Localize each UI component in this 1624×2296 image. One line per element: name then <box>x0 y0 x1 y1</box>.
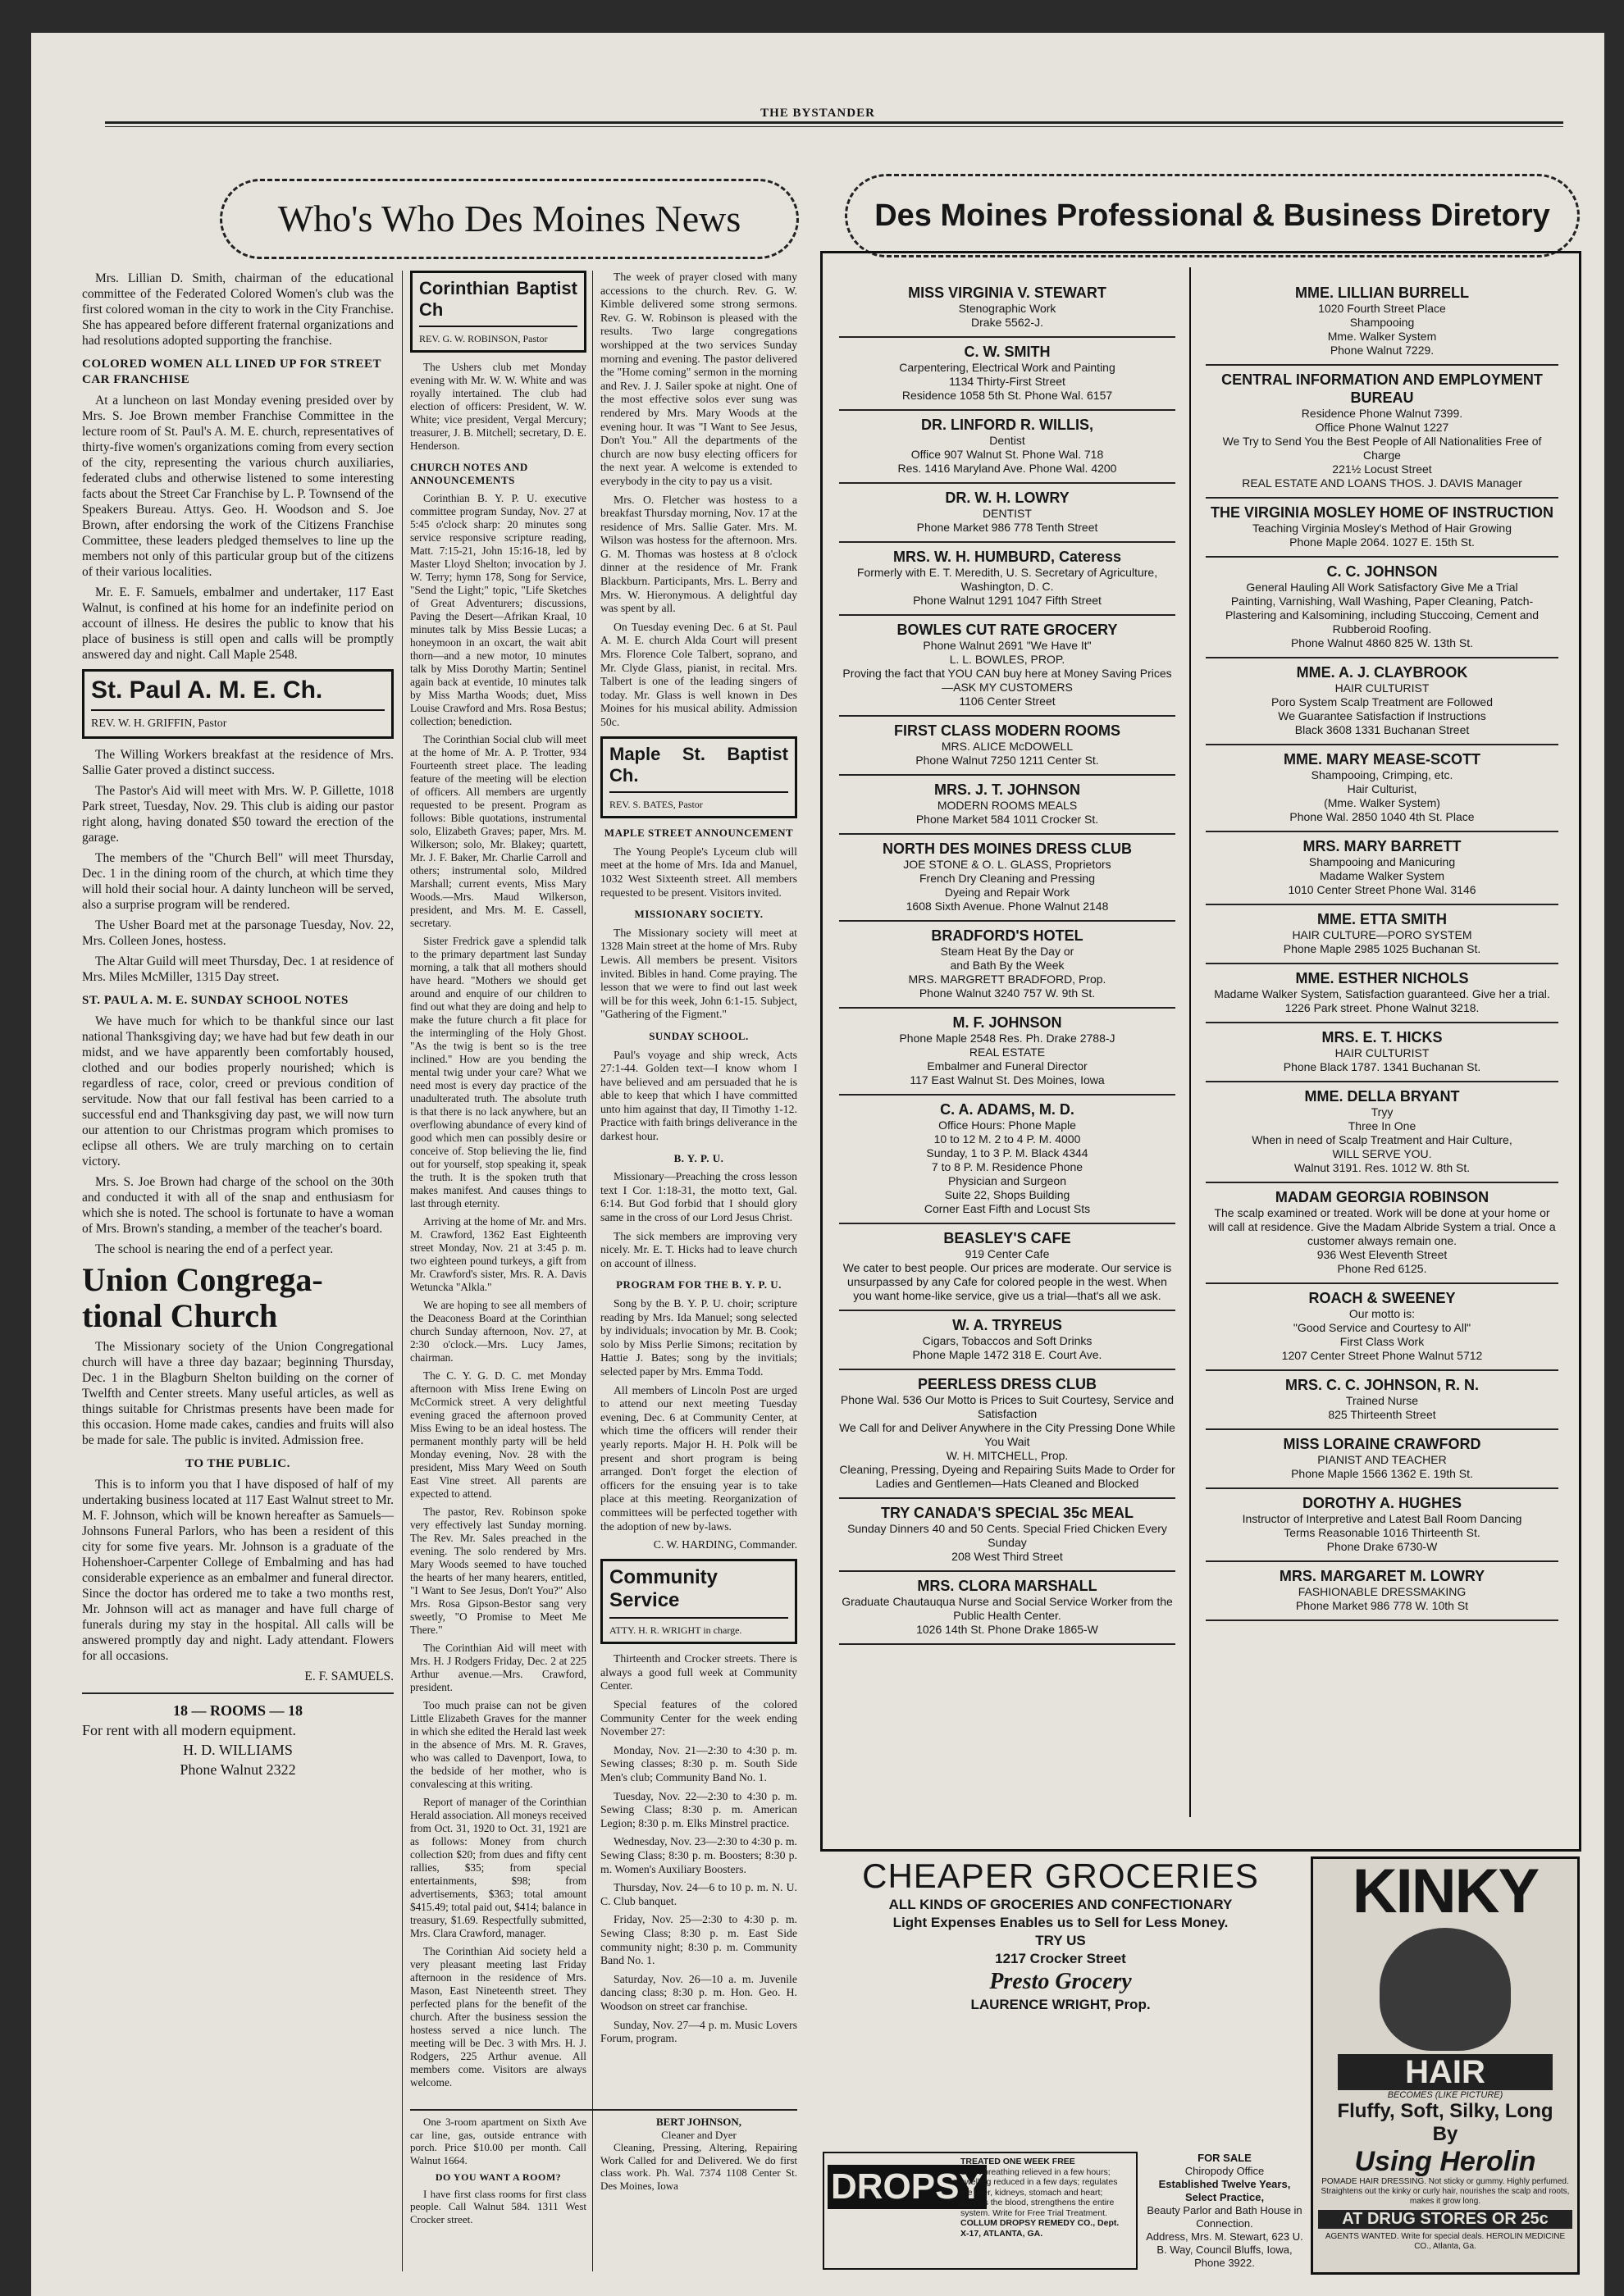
ad-subtitle: Cleaner and Dyer <box>661 2128 737 2141</box>
business-detail: "Good Service and Courtesy to All" <box>1293 1321 1471 1334</box>
business-name: PEERLESS DRESS CLUB <box>917 1376 1097 1392</box>
for-sale-ad <box>1143 2152 1307 2270</box>
business-detail: Phone Wal. 2850 1040 4th St. Place <box>1289 810 1475 823</box>
business-name: MRS. W. H. HUMBURD, Cateress <box>892 549 1122 565</box>
business-detail: 221½ Locust Street <box>1332 462 1432 476</box>
business-detail: HAIR CULTURIST <box>1334 1046 1430 1059</box>
business-detail: Phone Wal. 536 Our Motto is Prices to Suit Courtesy, Service and Satisfaction <box>840 1393 1175 1420</box>
rooms-ad <box>82 1692 394 1779</box>
ad-text-block <box>960 2157 1129 2239</box>
business-detail: Office Phone Walnut 1227 <box>1315 421 1449 434</box>
business-detail: Phone Drake 6730-W <box>1326 1540 1438 1553</box>
business-name: DOROTHY A. HUGHES <box>1302 1495 1462 1511</box>
apartment-ad <box>410 2116 586 2230</box>
pastor-line: REV. G. W. ROBINSON, Pastor <box>419 333 548 344</box>
ad-hair-label: HAIR <box>1338 2054 1553 2090</box>
business-name: MRS. MARGARET M. LOWRY <box>1279 1568 1485 1584</box>
paragraph: The Missionary society will meet at 1328 Main street at the home of Mrs. Ruby Lewis. All members be present. Visitors invited. Bibles in hand. Come praying. The lesson that we were to find out last week will be for this week, John 6:1-15. Subject, "Gathering of the Figment." <box>600 926 797 1021</box>
directory-right-column <box>1206 279 1558 1621</box>
directory-entry <box>839 279 1175 338</box>
business-detail: Phone Maple 2064. 1027 E. 15th St. <box>1289 535 1475 549</box>
headline: COLORED WOMEN ALL LINED UP FOR STREET CAR FRANCHISE <box>82 358 381 386</box>
directory-entry <box>1206 964 1558 1023</box>
business-detail: Corner East Fifth and Locust Sts <box>924 1202 1091 1215</box>
business-detail: JOE STONE & O. L. GLASS, Proprietors <box>903 858 1111 871</box>
church-title: Corinthian Baptist Ch <box>419 278 577 327</box>
headline: B. Y. P. U. <box>673 1151 724 1164</box>
business-name: W. A. TRYREUS <box>952 1317 1062 1333</box>
business-detail: Sunday, 1 to 3 P. M. Black 4344 <box>926 1146 1088 1159</box>
paragraph: The pastor, Rev. Robinson spoke very effectively last Sunday morning. The Rev. Mr. Sales preached in the evening. The solo rendered by Mrs. Mary Woods seemed to have touched the hearts of her many hearers, entitled, "I Want to See Jesus, Don't You?" Also Mrs. Rosa Gipson-Bestor sang very sweetly, "O Promise to Meet Me There." <box>410 1506 586 1636</box>
business-detail: REAL ESTATE AND LOANS THOS. J. DAVIS Manager <box>1242 476 1522 490</box>
directory-entry <box>839 411 1175 484</box>
business-detail: Formerly with E. T. Meredith, U. S. Secretary of Agriculture, Washington, D. C. <box>856 566 1158 593</box>
business-detail: 825 Thirteenth Street <box>1328 1408 1436 1421</box>
directory-entry <box>1206 1371 1558 1430</box>
business-name: C. C. JOHNSON <box>1326 563 1438 580</box>
ad-line: By <box>1432 2123 1458 2145</box>
business-detail: 1020 Fourth Street Place <box>1318 302 1446 315</box>
ad-title: 18 — ROOMS — 18 <box>172 1702 303 1719</box>
paragraph: The Altar Guild will meet Thursday, Dec. 1 at residence of Mrs. Miles McMiller, 1315 Day street. <box>82 954 394 984</box>
business-detail: Teaching Virginia Mosley's Method of Hair Growing <box>1252 522 1512 535</box>
business-detail: 1134 Thirty-First Street <box>949 375 1065 388</box>
directory-entry <box>839 1311 1175 1370</box>
ad-title: DROPSY <box>828 2165 987 2209</box>
business-detail: French Dry Cleaning and Pressing <box>919 872 1095 885</box>
business-detail: MODERN ROOMS MEALS <box>937 799 1078 812</box>
directory-entry <box>839 1499 1175 1572</box>
paragraph: Missionary—Preaching the cross lesson text I Cor. 1:18-31, the motto text, Gal. 6:14. But God forbid that I should glory same in the cross of our Lord Jesus Christ. <box>600 1170 797 1224</box>
business-name: MME. A. J. CLAYBROOK <box>1296 664 1468 681</box>
paragraph: Corinthian B. Y. P. U. executive committee program Sunday, Nov. 27 at 5:45 o'clock sharp: 20 minutes song service responsive scripture reading, Matt. 7:15-21, John 15:16-18, led by Master Lloyd Shelton; invocation by J. W. Terry; hymn 178, Song for Service, "Send the Light;" topic, "Life Sketches of Great Adventurers; discussions, Paving the Desert—Afrikan Kraal, 10 minutes talk by Miss Bessie Lucas; a honeymoon in an oxcart, the wait abit thorn—and a new motor, 10 minutes talk by Miss Dorothy Martin; Sentinel again back at eventide, 10 minutes talk by Miss Martha Woods; duet, Miss Louise Crawford and Mrs. Rosa Bestus; collection; benediction. <box>410 492 586 727</box>
business-detail: Drake 5562-J. <box>971 316 1043 329</box>
cheaper-groceries-ad <box>823 1856 1298 2014</box>
ad-line: Select Practice, <box>1184 2191 1265 2203</box>
paragraph: The Corinthian Aid society held a very pleasant meeting last Friday afternoon in the residence of Mrs. Mason, East Nineteenth street. They perfected plans for the benefit of the church. After the business session the hostess served a nice lunch. The meeting will be Dec. 3 with Mrs. H. J. Rodgers, 225 Arthur avenue. All members come. Visitors are always welcome. <box>410 1945 586 2089</box>
business-name: C. W. SMITH <box>964 344 1051 360</box>
business-detail: Phone Maple 1566 1362 E. 19th St. <box>1291 1467 1473 1480</box>
news-banner: Who's Who Des Moines News <box>220 179 799 259</box>
business-detail: Painting, Varnishing, Wall Washing, Paper Cleaning, Patch-Plastering and Kalsomining, including Stuccoing, Cement and Rubberoid Roofing. <box>1225 594 1540 636</box>
paragraph: Song by the B. Y. P. U. choir; scripture reading by Mrs. Ida Manuel; song selected by individuals; invocation by Mr. B. Cook; solo by Miss Perlie Simons; recitation by Hattie J. Bates; song by the invitials; selected paper by Mrs. Emma Todd. <box>600 1297 797 1378</box>
business-detail: Shampooing <box>1349 316 1415 329</box>
business-detail: We Try to Send You the Best People of All Nationalities Free of Charge <box>1222 435 1542 462</box>
business-name: MME. MARY MEASE-SCOTT <box>1283 751 1480 768</box>
business-detail: Shampooing and Manicuring <box>1308 855 1456 868</box>
ad-line: Address, Mrs. M. Stewart, 623 U. B. Way, Council Bluffs, Iowa, Phone 3922. <box>1146 2230 1303 2269</box>
business-detail: We Call for and Deliver Anywhere in the City Pressing Done While You Wait <box>839 1421 1175 1448</box>
section-title: Community Service <box>609 1566 788 1619</box>
business-detail: Embalmer and Funeral Director <box>927 1059 1088 1073</box>
directory-entry <box>839 338 1175 411</box>
business-name: DR. W. H. LOWRY <box>945 490 1070 506</box>
business-detail: General Hauling All Work Satisfactory Give Me a Trial <box>1246 581 1518 594</box>
business-detail: Trained Nurse <box>1345 1394 1419 1407</box>
business-detail: Cleaning, Pressing, Dyeing and Repairing Suits Made to Order for Ladies and Gentlemen—Hats Cleaned and Blocked <box>839 1463 1175 1490</box>
business-detail: 1026 14th St. Phone Drake 1865-W <box>916 1623 1098 1636</box>
paragraph: Paul's voyage and ship wreck, Acts 27:1-44. Golden text—I know whom I have believed and am persuaded that he is able to keep that which I have committed unto him against that day, II Timothy 1-12. Practice with faith brings deliverance in the darkest hour. <box>600 1048 797 1143</box>
ad-line: Fluffy, Soft, Silky, Long <box>1337 2100 1553 2122</box>
business-detail: Poro System Scalp Treatment are Followed <box>1270 695 1493 708</box>
business-detail: Our motto is: <box>1348 1307 1416 1320</box>
business-detail: Phone Market 986 778 Tenth Street <box>916 521 1098 534</box>
directory-entry <box>839 1096 1175 1224</box>
business-name: DR. LINFORD R. WILLIS, <box>921 417 1093 433</box>
paragraph: Too much praise can not be given Little Elizabeth Graves for the manner in which she edited the Herald last week in the absence of Mrs. M. R. Graves, who was called to Davenport, Iowa, to the bedside of her mother, who is convalescing at this writing. <box>410 1699 586 1790</box>
paragraph: At a luncheon on last Monday evening presided over by Mrs. S. Joe Brown member Franchise Committee in the lecture room of St. Paul's A. M. E. church, representatives of thirty-five women's organizations coming from every section of the city, representing the various church auxiliaries, federated clubs and otherwise listened to some interesting facts about the Street Car Franchise by L. P. Townsend of the Speakers Bureau. Attys. Geo. H. Woodson and S. Joe Brown, after endorsing the work of the Citizens Franchise Committee, these leaders pledged themselves to line up the members not only of this particular group but of the citizens of their various localities. <box>82 394 394 579</box>
paragraph: The Corinthian Aid will meet with Mrs. H. J Rodgers Friday, Dec. 2 at 225 Arthur avenue.—Mrs. Crawford, president. <box>410 1642 586 1693</box>
business-name: M. F. JOHNSON <box>952 1014 1062 1031</box>
business-detail: Res. 1416 Maryland Ave. Phone Wal. 4200 <box>897 462 1117 475</box>
business-name: MME. ETTA SMITH <box>1317 911 1447 927</box>
ad-line: Short breathing relieved in a few hours; swelling reduced in a few days; regulates the liver, kidneys, stomach and heart; purifies the blood, strengthens the entire system. Write for Free Trial Treatment. <box>960 2166 1118 2218</box>
directory-entry <box>839 484 1175 543</box>
ad-title: BERT JOHNSON, <box>655 2116 742 2128</box>
business-detail: Phone Walnut 7229. <box>1330 344 1435 357</box>
business-detail: Residence 1058 5th St. Phone Wal. 6157 <box>901 389 1113 402</box>
business-name: THE VIRGINIA MOSLEY HOME OF INSTRUCTION <box>1210 504 1554 521</box>
paragraph: The Ushers club met Monday evening with Mr. W. W. White and was royally intertained. The club had election of officers: President, W. W. White; vice president, Vergal Mercury; treasurer, J. B. Mitchell; secretary, D. E. Henderson. <box>410 361 586 452</box>
business-detail: HAIR CULTURE—PORO SYSTEM <box>1292 928 1472 941</box>
headline: ST. PAUL A. M. E. SUNDAY SCHOOL NOTES <box>82 994 349 1007</box>
paragraph: The Corinthian Social club will meet at the home of Mr. A. P. Trotter, 934 Fourteenth street place. The leading feature of the meeting will be election of officers. All members are urgently requested to be present. Program as follows: Bible quotations, instrumental solo, Elizabeth Graves; paper, Mrs. M. Wilkerson; solo, Mr. Blakey; quartett, Mr. J. F. Baker, Mr. Charlie Carroll and others; instrumental solo, Mildred Marshall; current events, Miss Mary Woods.—Mrs. Maud Wilkerson, president, and Mrs. M. E. Cassell, secretary. <box>410 733 586 929</box>
business-detail: Phone Walnut 7250 1211 Center St. <box>915 754 1099 767</box>
business-detail: 919 Center Cafe <box>965 1247 1050 1260</box>
directory-entry <box>1206 366 1558 499</box>
ad-price: AT DRUG STORES OR 25c <box>1318 2210 1572 2229</box>
business-detail: 208 West Third Street <box>951 1550 1063 1563</box>
ad-rule <box>410 2109 797 2111</box>
business-name: MRS. C. C. JOHNSON, R. N. <box>1284 1377 1480 1393</box>
business-detail: Terms Reasonable 1016 Thirteenth St. <box>1284 1526 1480 1539</box>
paragraph: Mrs. Lillian D. Smith, chairman of the educational committee of the Federated Colored Women's club was the first colored woman in the city to work in the City Franchise. She has appeared before different fraternal organizations and had resolutions adopted supporting the franchise. <box>82 271 394 348</box>
business-detail: Madame Walker System <box>1320 869 1444 882</box>
ad-small-text: AGENTS WANTED. Write for special deals. HEROLIN MEDICINE CO., Atlanta, Ga. <box>1325 2232 1566 2251</box>
business-detail: Steam Heat By the Day or <box>940 945 1074 958</box>
business-detail: We Guarantee Satisfaction if Instructions <box>1278 709 1486 722</box>
business-detail: Phone Red 6125. <box>1337 1262 1427 1275</box>
paragraph: Report of manager of the Corinthian Herald association. All moneys received from Oct. 31, 1920 to Oct. 31, 1921 are as follows: Money from church collection $20; from dues and fifty cent rallies, $35; from special entertainments, $98; from advertisements, $363; total amount $415.49; total paid out, $414; balance in treasury, $1.69. Respectfully submitted, Mrs. Clara Crawford, manager. <box>410 1796 586 1939</box>
business-detail: When in need of Scalp Treatment and Hair Culture, <box>1252 1133 1512 1146</box>
business-detail: Physician and Surgeon <box>948 1174 1066 1187</box>
church-title: St. Paul A. M. E. Ch. <box>91 676 385 711</box>
directory-entry <box>1206 905 1558 964</box>
business-detail: Black 3608 1331 Buchanan Street <box>1294 723 1470 736</box>
ad-text: For rent with all modern equipment. <box>82 1722 296 1738</box>
paragraph: Sunday, Nov. 27—4 p. m. Music Lovers Forum, program. <box>600 2018 797 2045</box>
directory-entry <box>1206 1430 1558 1489</box>
business-name: MISS LORAINE CRAWFORD <box>1283 1436 1481 1452</box>
business-detail: Hair Culturist, <box>1347 782 1417 795</box>
newspaper-page <box>31 33 1604 2296</box>
directory-entry <box>839 616 1175 717</box>
paragraph: The members of the "Church Bell" will meet Thursday, Dec. 1 in the dining room of the church, at which time they will hold their social hour. A dainty luncheon will be served, also a surprise program will be rendered. <box>82 851 394 912</box>
church-header-box <box>600 736 797 819</box>
business-detail: Mme. Walker System <box>1327 330 1437 343</box>
directory-entry <box>1206 1489 1558 1562</box>
business-detail: 936 West Eleventh Street <box>1316 1248 1448 1261</box>
ad-line: Chiropody Office <box>1184 2165 1265 2177</box>
store-name: Presto Grocery <box>989 1969 1132 1994</box>
business-name: BRADFORD'S HOTEL <box>931 927 1083 944</box>
paragraph: This is to inform you that I have disposed of half of my undertaking business located at 117 East Walnut street to Mr. M. F. Johnson, which will be known hereafter as Samuels—Johnsons Funeral Parlors, who has been a resident of this city for some five years. Mr. Johnson is a graduate of the Hohenshoer-Carpenter College of Embalming and has had considerable experience as an embalmer and funeral director. Since the doctor has ordered me to take a two months rest, Mr. Johnson will act as manager and have full charge of funerals during my stay in the hospital. All calls will be answered promptly day and night. Lady attendant. Flowers for all occasions. <box>82 1478 394 1663</box>
community-service-box <box>600 1559 797 1645</box>
business-detail: Walnut 3191. Res. 1012 W. 8th St. <box>1293 1161 1471 1174</box>
ad-text: One 3-room apartment on Sixth Ave car line, gas, outside entrance with porch. Price $10.00 per month. Call Walnut 1664. <box>410 2116 586 2166</box>
paragraph: The Pastor's Aid will meet with Mrs. W. P. Gillette, 1018 Park street, Tuesday, Nov. 29. This club is aiding our pastor right along, having donated $50 toward the erection of the garage. <box>82 784 394 845</box>
business-name: MRS. CLORA MARSHALL <box>917 1578 1097 1594</box>
business-name: MME. ESTHER NICHOLS <box>1295 970 1469 986</box>
paragraph: The Usher Board met at the parsonage Tuesday, Nov. 22, Mrs. Colleen Jones, hostess. <box>82 918 394 948</box>
headline: TO THE PUBLIC. <box>185 1457 290 1470</box>
business-name: BEASLEY'S CAFE <box>943 1230 1071 1246</box>
business-name: ROACH & SWEENEY <box>1308 1290 1456 1306</box>
paragraph: Friday, Nov. 25—2:30 to 4:30 p. m. Sewing Class; 8:30 p. m. East Side community night; 8:30 p. m. Community Band No. 1. <box>600 1913 797 1967</box>
directory-entry <box>1206 1562 1558 1621</box>
directory-entry <box>839 1224 1175 1311</box>
ad-small-text: POMADE HAIR DRESSING. Not sticky or gummy. Highly perfumed. Straightens out the kinky or curly hair, nourishes the scalp and roots, makes it grow long. <box>1321 2177 1570 2206</box>
business-name: TRY CANADA'S SPECIAL 35c MEAL <box>880 1505 1134 1521</box>
headline: PROGRAM FOR THE B. Y. P. U. <box>616 1278 782 1292</box>
paragraph: The Willing Workers breakfast at the residence of Mrs. Sallie Gater proved a distinct success. <box>82 748 394 777</box>
ad-title: CHEAPER GROCERIES <box>862 1856 1259 1895</box>
business-detail: Cigars, Tobaccos and Soft Drinks <box>922 1334 1093 1347</box>
directory-entry <box>1206 499 1558 558</box>
business-detail: Madame Walker System, Satisfaction guaranteed. Give her a trial. 1226 Park street. Phone Walnut 3218. <box>1214 987 1550 1014</box>
directory-entry <box>1206 1284 1558 1371</box>
ad-title: DO YOU WANT A ROOM? <box>435 2171 562 2183</box>
paragraph: Wednesday, Nov. 23—2:30 to 4:30 p. m. Sewing Class; 8:30 p. m. Boosters; 8:30 p. m. Women's Auxiliary Boosters. <box>600 1835 797 1875</box>
column-divider <box>402 271 403 2271</box>
column-3 <box>600 271 797 2051</box>
directory-entry <box>1206 279 1558 366</box>
running-head: THE BYSTANDER <box>760 107 875 120</box>
top-rule <box>105 121 1563 124</box>
business-detail: First Class Work <box>1339 1335 1425 1348</box>
business-detail: Phone Maple 1472 318 E. Court Ave. <box>912 1348 1102 1361</box>
directory-entry <box>839 776 1175 835</box>
paragraph: Saturday, Nov. 26—10 a. m. Juvenile dancing class; 8:30 p. m. Hon. Geo. H. Woodson on street car franchise. <box>600 1972 797 2012</box>
business-detail: Graduate Chautauqua Nurse and Social Service Worker from the Public Health Center. <box>842 1595 1173 1622</box>
portrait-illustration <box>1380 1928 1511 2051</box>
directory-left-column <box>839 279 1175 1645</box>
directory-entry <box>839 1009 1175 1096</box>
business-name: FIRST CLASS MODERN ROOMS <box>893 722 1120 739</box>
paragraph: We are hoping to see all members of the Deaconess Board at the Corinthian church Sunday afternoon, Nov. 27, at 2:30 o'clock.—Mrs. Lucy James, chairman. <box>410 1299 586 1364</box>
paragraph: Mrs. S. Joe Brown had charge of the school on the 30th and conducted it with all of the snap and enthusiasm for which she is noted. The school is fortunate to have a woman of Mrs. Brown's standing, a member of the teacher's board. <box>82 1175 394 1236</box>
business-detail: 1010 Center Street Phone Wal. 3146 <box>1288 883 1476 896</box>
business-detail: HAIR CULTURIST <box>1334 681 1430 695</box>
business-detail: DENTIST <box>983 507 1032 520</box>
paragraph: Monday, Nov. 21—2:30 to 4:30 p. m. Sewing classes; 8:30 p. m. South Side Men's club; Community Band No. 1. <box>600 1743 797 1784</box>
business-detail: 7 to 8 P. M. Residence Phone <box>931 1160 1083 1173</box>
church-title: Maple St. Baptist Ch. <box>609 744 788 793</box>
business-name: MRS. J. T. JOHNSON <box>933 781 1081 798</box>
directory-entry <box>1206 1023 1558 1082</box>
business-detail: MRS. MARGRETT BRADFORD, Prop. <box>908 973 1106 986</box>
church-title: Union Congrega-tional Church <box>82 1261 323 1334</box>
business-detail: 10 to 12 M. 2 to 4 P. M. 4000 <box>933 1132 1081 1146</box>
paragraph: All members of Lincoln Post are urged to attend our next meeting Tuesday evening, Dec. 6 at Community Center, at which time the officers will render their yearly reports. Major H. H. Polk will be present and short program is being arranged. Don't forget the election of officers for the ensuing year is to take place at this meeting. Reorganization of committees will be perfected together with the adoption of new by-laws. <box>600 1383 797 1533</box>
business-detail: Phone Walnut 4860 825 W. 13th St. <box>1290 636 1474 649</box>
bert-johnson-ad <box>600 2116 797 2197</box>
paragraph: The Missionary society of the Union Congregational church will have a three day bazaar; beginning Thursday, Dec. 1 in the Blagburn Shelton building on the corner of Twelfth and Center streets. Many useful articles, as well as things suitable for Christmas presents have been made for this occasion. Home made cakes, candies and fruits will also be made for sale. The public is invited. Admission free. <box>82 1340 394 1447</box>
herolin-ad <box>1311 1856 1580 2275</box>
section-subtitle: ATTY. H. R. WRIGHT in charge. <box>609 1624 742 1636</box>
business-name: MME. LILLIAN BURRELL <box>1295 285 1469 301</box>
directory-entry <box>1206 1082 1558 1183</box>
ad-line: COLLUM DROPSY REMEDY CO., Dept. X-17, ATLANTA, GA. <box>960 2218 1120 2239</box>
directory-entry <box>1206 1183 1558 1284</box>
business-detail: and Bath By the Week <box>950 959 1065 972</box>
ad-line: ALL KINDS OF GROCERIES AND CONFECTIONARY <box>888 1897 1233 1912</box>
pastor-line: REV. S. BATES, Pastor <box>609 798 703 810</box>
directory-entry <box>839 543 1175 616</box>
business-detail: L. L. BOWLES, PROP. <box>949 653 1065 666</box>
paragraph: The Young People's Lyceum club will meet at the home of Mrs. Ida and Manuel, 1032 West Sixteenth street. All members requested to be present. Visitors invited. <box>600 845 797 899</box>
directory-entry <box>1206 832 1558 905</box>
business-name: BOWLES CUT RATE GROCERY <box>896 622 1118 638</box>
directory-entry <box>839 1370 1175 1499</box>
business-detail: Phone Walnut 2691 "We Have It" <box>923 639 1092 652</box>
directory-divider <box>1189 267 1191 1817</box>
paragraph: The school is nearing the end of a perfect year. <box>95 1242 334 1256</box>
ad-line: TREATED ONE WEEK FREE <box>960 2157 1075 2166</box>
signature: C. W. HARDING, Commander. <box>653 1538 797 1551</box>
business-detail: MRS. ALICE McDOWELL <box>941 740 1074 753</box>
business-name: CENTRAL INFORMATION AND EMPLOYMENT BUREAU <box>1221 371 1543 406</box>
paragraph: Thirteenth and Crocker streets. There is always a good full week at Community Center. <box>600 1652 797 1692</box>
business-name: MADAM GEORGIA ROBINSON <box>1275 1189 1489 1205</box>
business-detail: Dyeing and Repair Work <box>944 886 1070 899</box>
business-name: MRS. MARY BARRETT <box>1302 838 1462 854</box>
ad-line: Beauty Parlor and Bath House in Connection. <box>1147 2204 1302 2230</box>
business-detail: Phone Walnut 3240 757 W. 9th St. <box>919 986 1096 1000</box>
business-detail: PIANIST AND TEACHER <box>1317 1453 1447 1466</box>
directory-entry <box>839 717 1175 776</box>
ad-line: BECOMES (LIKE PICTURE) <box>1387 2090 1503 2100</box>
business-detail: Dentist <box>989 434 1025 447</box>
business-detail: 1207 Center Street Phone Walnut 5712 <box>1281 1349 1483 1362</box>
directory-entry <box>839 835 1175 922</box>
paragraph: We have much for which to be thankful since our last national Thanksgiving day; we have had but few death in our midst, and we have apparently been comfortably housed, clothed and our bodies properly nourished; which is regardless of race, color, creed or previous condition of servitude. Now that our fall festival has been carried to a successful end and Thanksgiving day past, we will now turn our attention to our Christmas program which promises to eclipse all others. We are truly marching on to certain victory. <box>82 1014 394 1168</box>
ad-line: Using Herolin <box>1354 2146 1536 2177</box>
directory-banner: Des Moines Professional & Business Diretory <box>845 174 1580 257</box>
ad-title: FOR SALE <box>1197 2152 1252 2164</box>
paragraph: The C. Y. G. D. C. met Monday afternoon with Miss Irene Ewing on McCormick street. A very delightful evening graced the afternoon proved Miss Ewing to be an ideal hostess. The permanent monthly party will be held Monday evening, Nov. 28 with the president, Miss Mary Weed on South East Vine street. All parents are expected to attend. <box>410 1369 586 1500</box>
business-detail: W. H. MITCHELL, Prop. <box>946 1449 1069 1462</box>
business-detail: Phone Market 584 1011 Crocker St. <box>915 813 1099 826</box>
headline: MAPLE STREET ANNOUNCEMENT <box>604 827 794 840</box>
business-detail: Suite 22, Shops Building <box>944 1188 1070 1201</box>
business-detail: Stenographic Work <box>958 302 1056 315</box>
column-1 <box>82 271 394 1779</box>
business-detail: Phone Maple 2548 Res. Ph. Drake 2788-J <box>899 1032 1115 1045</box>
business-detail: Instructor of Interpretive and Latest Ball Room Dancing <box>1242 1512 1522 1525</box>
paragraph: Arriving at the home of Mr. and Mrs. M. Crawford, 1362 East Eighteenth street Monday, Nov. 21 at 3:45 p. m. two eighteen pound turkeys, a gift from Mr. Crawford's sister, Mrs. R. A. Davis Wetuncka "Alkla." <box>410 1215 586 1293</box>
business-detail: Carpentering, Electrical Work and Painting <box>899 361 1115 374</box>
business-detail: We cater to best people. Our prices are moderate. Our service is unsurpassed by any Cafe for colored people in the west. When you want home-like service, give us a trial—that's all we ask. <box>842 1261 1172 1302</box>
headline: MISSIONARY SOCIETY. <box>634 908 764 921</box>
dropsy-ad <box>823 2152 1138 2270</box>
column-divider <box>592 271 593 2271</box>
directory-entry <box>1206 558 1558 658</box>
paragraph: Mr. E. F. Samuels, embalmer and undertaker, 117 East Walnut, is confined at his home for an indefinite period on account of illness. He desires the public to know that his place of business is still open and calls will be promptly answered day and night. Call Maple 2548. <box>82 585 394 662</box>
ad-text: I have first class rooms for first class people. Call Walnut 584. 1311 West Crocker street. <box>410 2187 586 2225</box>
directory-entry <box>1206 745 1558 832</box>
ad-line: LAURENCE WRIGHT, Prop. <box>970 1997 1151 2012</box>
business-detail: (Mme. Walker System) <box>1324 796 1440 809</box>
column-2 <box>410 271 586 2094</box>
signature: E. F. SAMUELS. <box>304 1670 394 1683</box>
business-detail: Three In One <box>1348 1119 1416 1132</box>
ad-name: H. D. WILLIAMS <box>183 1742 293 1758</box>
business-name: NORTH DES MOINES DRESS CLUB <box>882 840 1133 857</box>
business-detail: 1106 Center Street <box>959 695 1056 708</box>
paragraph: Special features of the colored Community Center for the week ending November 27: <box>600 1698 797 1738</box>
ad-title: KINKY <box>1352 1856 1539 1926</box>
business-detail: FASHIONABLE DRESSMAKING <box>1298 1585 1467 1598</box>
ad-text: Cleaning, Pressing, Altering, Repairing Work Called for and Delivered. We do first class work. Ph. Wal. 7374 1108 Center St. Des Moines, Iowa <box>600 2141 797 2192</box>
business-detail: WILL SERVE YOU. <box>1332 1147 1432 1160</box>
business-detail: Office Hours: Phone Maple <box>938 1118 1076 1132</box>
business-name: C. A. ADAMS, M. D. <box>940 1101 1074 1118</box>
business-detail: 1608 Sixth Avenue. Phone Walnut 2148 <box>906 900 1109 913</box>
ad-line: TRY US <box>1035 1933 1086 1948</box>
business-detail: Phone Walnut 1291 1047 Fifth Street <box>913 594 1102 607</box>
paragraph: The week of prayer closed with many accessions to the church. Rev. G. W. Kimble delivered some strong sermons. Rev. G. W. Robinson is pleased with the results. Two large congregations worshipped at the two services Sunday morning and evening. The pastor delivered the "Home coming" sermon in the morning and Rev. J. J. Sailer spoke at night. One of the most effective solos ever sung was rendered by Mrs. Mary Woods at the evening hour. It was "I Want to See Jesus, Don't You." All the departments of the church are now busy electing officers for the next year. A welcome is extended to everybody in the city to pay us a visit. <box>600 271 797 487</box>
top-rule-thin <box>105 126 1563 127</box>
business-name: MRS. E. T. HICKS <box>1321 1029 1443 1046</box>
paragraph: The sick members are improving very nicely. Mr. E. T. Hicks had to leave church on account of illness. <box>600 1229 797 1269</box>
business-detail: The scalp examined or treated. Work will be done at your home or will call at residence. Give the Madam Albride System a trial. Once a customer always remain one. <box>1208 1206 1556 1247</box>
business-name: MISS VIRGINIA V. STEWART <box>908 285 1106 301</box>
ad-phone: Phone Walnut 2322 <box>180 1761 296 1778</box>
ad-line: Light Expenses Enables us to Sell for Less Money. <box>892 1915 1229 1930</box>
directory-entry <box>1206 658 1558 745</box>
business-detail: 117 East Walnut St. Des Moines, Iowa <box>910 1073 1105 1086</box>
business-detail: Phone Market 986 778 W. 10th St <box>1295 1599 1469 1612</box>
business-detail: Sunday Dinners 40 and 50 Cents. Special Fried Chicken Every Sunday <box>847 1522 1167 1549</box>
ad-line: 1217 Crocker Street <box>995 1951 1126 1966</box>
paragraph: Mrs. O. Fletcher was hostess to a breakfast Thursday morning, Nov. 17 at the residence of Mrs. Sallie Gater. Mrs. M. Wilson was hostess for the afternoon. Mrs. G. M. Thomas was hostess at 8 o'clock dinner at the residence of Mr. Frank Blackburn. Participants, Mrs. L. Berry and Mrs. W. Hieronymous. A delightful day was spent by all. <box>600 493 797 615</box>
business-detail: Residence Phone Walnut 7399. <box>1301 407 1463 420</box>
business-detail: Phone Maple 2985 1025 Buchanan St. <box>1283 942 1481 955</box>
paragraph: Thursday, Nov. 24—6 to 10 p. m. N. U. C. Club banquet. <box>600 1881 797 1907</box>
business-detail: REAL ESTATE <box>969 1046 1046 1059</box>
business-detail: Tryy <box>1371 1105 1394 1118</box>
headline: CHURCH NOTES AND ANNOUNCEMENTS <box>410 461 528 486</box>
pastor-line: REV. W. H. GRIFFIN, Pastor <box>91 718 227 730</box>
ad-line: Established Twelve Years, <box>1158 2178 1291 2190</box>
business-name: MME. DELLA BRYANT <box>1304 1088 1460 1105</box>
business-detail: Phone Black 1787. 1341 Buchanan St. <box>1283 1060 1481 1073</box>
business-detail: Shampooing, Crimping, etc. <box>1311 768 1453 781</box>
church-header-box <box>410 271 586 353</box>
headline: SUNDAY SCHOOL. <box>649 1029 749 1042</box>
church-header-box <box>82 669 394 739</box>
paragraph: Sister Fredrick gave a splendid talk to the primary department last Sunday morning, a talk that all mothers should have heard. "Mothers we should get around and enquire of our children to find out what they are doing and help to make the future church a fit place for the intermingling of the Holy Ghost. "As the twig is bent so is the tree inclined." How are you bending the mental twig under your care? What we need most is every day practice of the unadulterated truth. The absolute truth is that there is no lack anywhere, but an overflowing abundance of every kind of good which men can possibly desire or conceive of. Stop believing the lie, find out for yourself, stop speaking it, speak the truth. It is the spoken truth that makes manifest. And causes things to last through eternity. <box>410 935 586 1210</box>
directory-entry <box>839 922 1175 1009</box>
business-detail: Proving the fact that YOU CAN buy here at Money Saving Prices—ASK MY CUSTOMERS <box>842 667 1172 694</box>
paragraph: Tuesday, Nov. 22—2:30 to 4:30 p. m. Sewing Class; 8:30 p. m. American Legion; 8:30 p. m. Elks Minstrel practice. <box>600 1789 797 1829</box>
business-detail: Office 907 Walnut St. Phone Wal. 718 <box>910 448 1104 461</box>
directory-entry <box>839 1572 1175 1645</box>
paragraph: On Tuesday evening Dec. 6 at St. Paul A. M. E. church Alda Court will present Mrs. Florence Cole Talbert, soprano, and Mr. Clyde Glass, pianist, in recital. Mrs. Talbert is one of the leading singers of today. Mr. Glass is well known in Des Moines for his musical ability. Admission 50c. <box>600 620 797 728</box>
